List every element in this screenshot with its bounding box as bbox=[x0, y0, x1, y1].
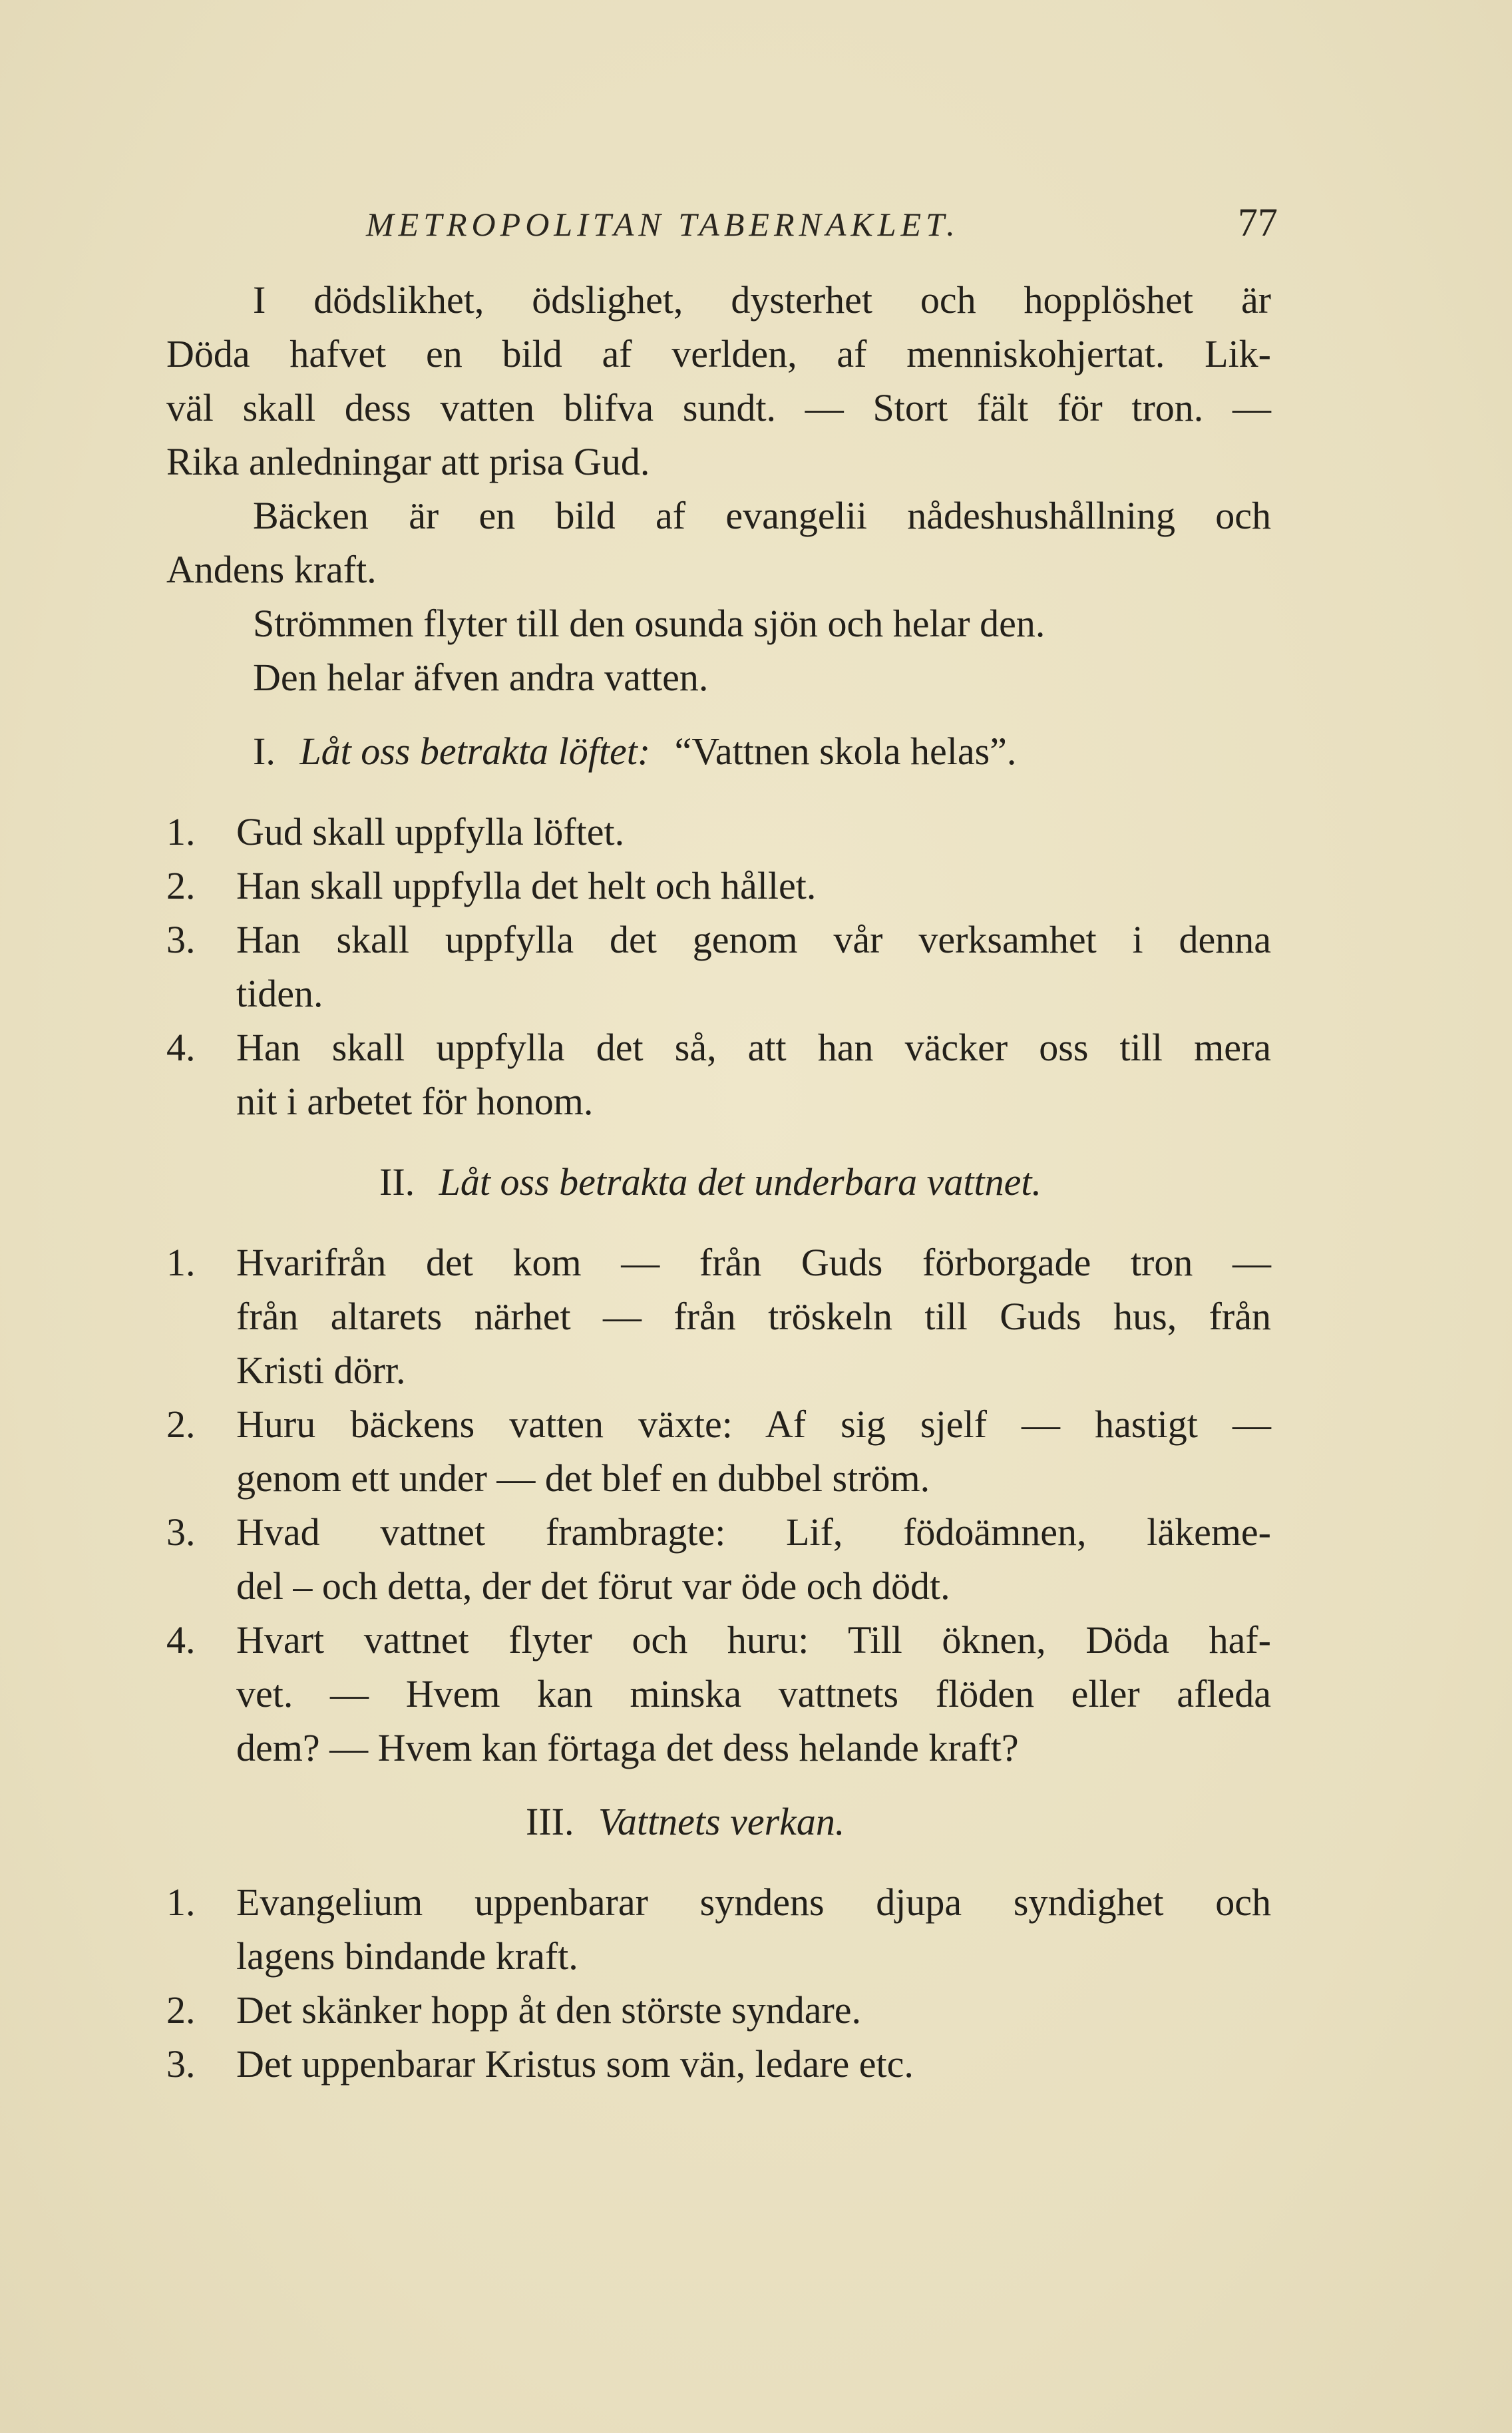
item-number: 3. bbox=[166, 2042, 196, 2086]
list-item bbox=[166, 1397, 1271, 1505]
list-item bbox=[166, 1613, 1271, 1775]
item-line: Han skall uppfylla det så, att han väcker oss till mera bbox=[236, 1026, 1271, 1069]
list-item bbox=[166, 1505, 1271, 1613]
item-number: 3. bbox=[166, 1510, 196, 1554]
paragraph-line: Bäcken är en bild af evangelii nådeshushållning och bbox=[253, 494, 1271, 537]
item-line: Hvart vattnet flyter och huru: Till öknen, Döda haf- bbox=[236, 1618, 1271, 1661]
list-item bbox=[166, 1875, 1271, 1983]
paragraph-line: Strömmen flyter till den osunda sjön och helar den. bbox=[253, 602, 1045, 645]
section-numeral: II. bbox=[379, 1160, 415, 1204]
item-line: Kristi dörr. bbox=[236, 1349, 406, 1392]
item-number: 3. bbox=[166, 918, 196, 961]
section-numeral: III. bbox=[526, 1800, 574, 1843]
list-item bbox=[166, 1983, 1271, 2037]
item-number: 2. bbox=[166, 1988, 196, 2032]
paragraph-line: Den helar äfven andra vatten. bbox=[253, 656, 709, 699]
item-number: 2. bbox=[166, 1403, 196, 1446]
intro-line: Rika anledningar att prisa Gud. bbox=[166, 440, 650, 483]
list-item bbox=[166, 805, 1271, 859]
running-header bbox=[366, 200, 1278, 253]
item-line: tiden. bbox=[236, 972, 323, 1015]
item-line: lagens bindande kraft. bbox=[236, 1934, 578, 1978]
item-number: 1. bbox=[166, 1880, 196, 1924]
section-heading bbox=[166, 724, 1271, 778]
item-line: Gud skall uppfylla löftet. bbox=[236, 810, 625, 853]
item-line: Evangelium uppenbarar syndens djupa syndighet och bbox=[236, 1880, 1271, 1924]
item-line: Hvarifrån det kom — från Guds förborgade tron — bbox=[236, 1241, 1271, 1284]
item-line: Huru bäckens vatten växte: Af sig sjelf — hastigt — bbox=[236, 1403, 1271, 1446]
item-number: 4. bbox=[166, 1618, 196, 1661]
item-line: dem? — Hvem kan förtaga det dess helande kraft? bbox=[236, 1726, 1019, 1769]
section-quote: “Vattnen skola helas”. bbox=[674, 730, 1017, 773]
list-item bbox=[166, 913, 1271, 1020]
list-item bbox=[166, 859, 1271, 913]
item-line: från altarets närhet — från tröskeln till Guds hus, från bbox=[236, 1295, 1271, 1338]
section-title: Låt oss betrakta löftet: bbox=[299, 730, 651, 773]
section-heading bbox=[166, 1155, 1271, 1209]
item-line: Han skall uppfylla det genom vår verksamhet i denna bbox=[236, 918, 1271, 961]
page-body bbox=[166, 273, 1271, 2091]
intro-line: I dödslikhet, ödslighet, dysterhet och hopplöshet är bbox=[253, 278, 1271, 322]
page-number: 77 bbox=[1238, 200, 1278, 244]
item-line: nit i arbetet för honom. bbox=[236, 1080, 594, 1123]
list-item bbox=[166, 2037, 1271, 2091]
item-line: Det uppenbarar Kristus som vän, ledare etc. bbox=[236, 2042, 914, 2086]
paragraph-line: Andens kraft. bbox=[166, 548, 377, 591]
intro-line: Döda hafvet en bild af verlden, af menniskohjertat. Lik- bbox=[166, 332, 1271, 375]
item-line: vet. — Hvem kan minska vattnets flöden eller afleda bbox=[236, 1672, 1271, 1715]
item-line: Det skänker hopp åt den störste syndare. bbox=[236, 1988, 862, 2032]
intro-line: väl skall dess vatten blifva sundt. — Stort fält för tron. — bbox=[166, 386, 1271, 429]
section-heading bbox=[166, 1795, 1271, 1849]
list-item bbox=[166, 1235, 1271, 1397]
section-title: Låt oss betrakta det underbara vattnet. bbox=[439, 1160, 1042, 1204]
item-number: 1. bbox=[166, 1241, 196, 1284]
item-line: Hvad vattnet frambragte: Lif, födoämnen, läkeme- bbox=[236, 1510, 1271, 1554]
list-item bbox=[166, 1020, 1271, 1128]
running-title: METROPOLITAN TABERNAKLET. bbox=[366, 206, 960, 243]
section-title: Vattnets verkan. bbox=[598, 1800, 845, 1843]
item-line: genom ett under — det blef en dubbel ström. bbox=[236, 1456, 930, 1500]
item-number: 2. bbox=[166, 864, 196, 907]
section-numeral: I. bbox=[253, 730, 276, 773]
item-number: 4. bbox=[166, 1026, 196, 1069]
item-line: Han skall uppfylla det helt och hållet. bbox=[236, 864, 817, 907]
item-number: 1. bbox=[166, 810, 196, 853]
item-line: del – och detta, der det förut var öde och dödt. bbox=[236, 1564, 950, 1608]
